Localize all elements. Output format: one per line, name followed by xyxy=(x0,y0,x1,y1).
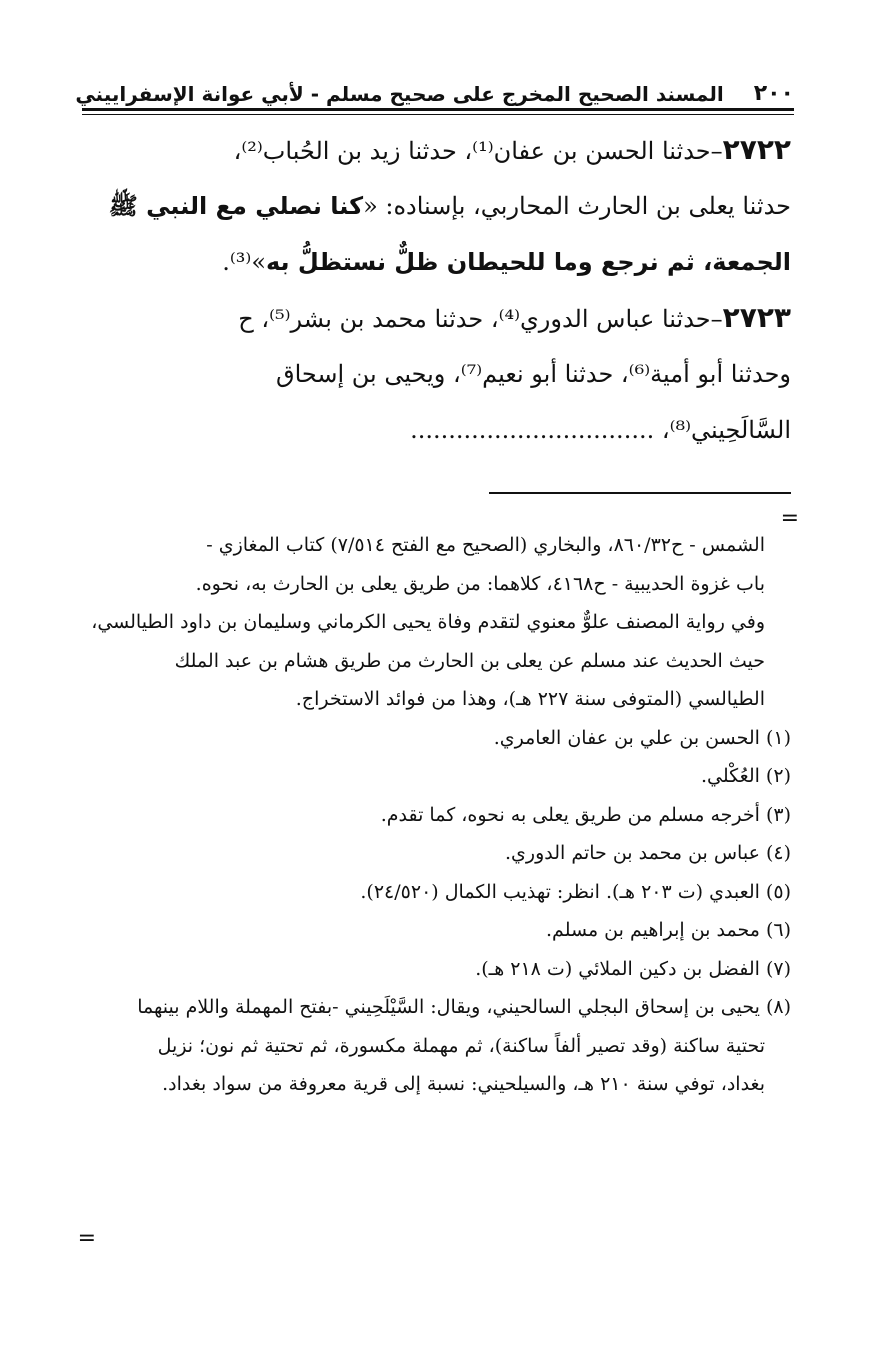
page-number: ٢٠٠ xyxy=(753,81,794,106)
footnote-8-line-2: تحتية ساكنة (وقد تصير ألفاً ساكنة)، ثم مهملة مكسورة، ثم تحتية ثم نون؛ نزيل xyxy=(157,1034,765,1057)
footnote-continuation-line-4: حيث الحديث عند مسلم عن يعلى بن الحارث من طريق هشام بن عبد الملك xyxy=(174,649,765,672)
footnote-5: (٥) العبدي (ت ٢٠٣ هـ). انظر: تهذيب الكمال (٢٤/٥٢٠). xyxy=(360,880,791,903)
footnote-6: (٦) محمد بن إبراهيم بن مسلم. xyxy=(546,919,791,941)
footnotes xyxy=(79,526,791,1104)
hadith-2722-text-3: »⁽³⁾. xyxy=(222,248,266,276)
footnote-separator xyxy=(489,492,791,494)
book-title: المسند الصحيح المخرج على صحيح مسلم - لأبي عوانة الإسفراييني xyxy=(75,82,724,106)
hadith-2723-text-1: –حدثنا عباس الدوري⁽⁴⁾، حدثنا محمد بن بشر⁽⁵⁾، ح xyxy=(238,305,723,333)
footnote-8-line-1: (٨) يحيى بن إسحاق البجلي السالحيني، ويقال: السَّيْلَحِيني -بفتح المهملة واللام بينهما xyxy=(137,996,791,1018)
hadith-2723-text-3: السَّالَحِيني⁽⁸⁾، xyxy=(654,416,791,444)
footnote-continuation-line-2: باب غزوة الحديبية - ح٤١٦٨، كلاهما: من طريق يعلى بن الحارث به، نحوه. xyxy=(195,572,765,595)
footnote-1: (١) الحسن بن علي بن عفان العامري. xyxy=(493,726,791,749)
hadith-number-2722: ٢٧٢٢ xyxy=(722,133,791,166)
hadith-2722-matn-2: الجمعة، ثم نرجع وما للحيطان ظلٌّ نستظلُّ به xyxy=(266,248,791,276)
hadith-2722-text-1: –حدثنا الحسن بن عفان⁽¹⁾، حدثنا زيد بن الحُباب⁽²⁾، xyxy=(233,137,723,165)
hadith-2723-line-2: وحدثنا أبو أمية⁽⁶⁾، حدثنا أبو نعيم⁽⁷⁾، ويحيى بن إسحاق xyxy=(275,360,791,388)
main-text xyxy=(91,122,791,458)
hadith-2723-line-3 xyxy=(91,402,791,458)
header-rule-thick xyxy=(82,108,794,111)
hadith-2722-text-2: حدثنا يعلى بن الحارث المحاربي، بإسناده: « xyxy=(363,192,791,220)
hadith-2722-line-1 xyxy=(91,122,791,178)
footnote-continues-mark: = xyxy=(77,1226,96,1251)
footnote-8-line-3: بغداد، توفي سنة ٢١٠ هـ، والسيلحيني: نسبة إلى قرية معروفة من سواد بغداد. xyxy=(162,1073,765,1095)
hadith-number-2723: ٢٧٢٣ xyxy=(722,301,791,334)
hadith-2723-line-1 xyxy=(91,290,791,346)
footnote-continuation-line-3: وفي رواية المصنف علوٌّ معنوي لتقدم وفاة يحيى الكرماني وسليمان بن داود الطيالسي، xyxy=(91,611,765,633)
footnote-continued-mark: = xyxy=(780,506,799,531)
continuation-dots: ................................ xyxy=(410,416,655,444)
running-header xyxy=(75,72,794,106)
footnote-2: (٢) العُكْلي. xyxy=(701,765,791,787)
header-rule-thin xyxy=(82,114,794,115)
footnote-7: (٧) الفضل بن دكين الملائي (ت ٢١٨ هـ). xyxy=(475,957,791,980)
footnote-continuation-line-1: الشمس - ح٨٦٠/٣٢، والبخاري (الصحيح مع الفتح ٧/٥١٤) كتاب المغازي - xyxy=(206,534,765,556)
hadith-2722-matn-1: كنا نصلي مع النبي ﷺ xyxy=(108,192,364,220)
hadith-2722-line-3 xyxy=(91,234,791,290)
footnote-continuation-line-5: الطيالسي (المتوفى سنة ٢٢٧ هـ)، وهذا من فوائد الاستخراج. xyxy=(295,688,765,710)
hadith-2722-line-2 xyxy=(91,178,791,234)
footnote-4: (٤) عباس بن محمد بن حاتم الدوري. xyxy=(504,842,791,864)
footnote-3: (٣) أخرجه مسلم من طريق يعلى به نحوه، كما تقدم. xyxy=(380,803,791,826)
